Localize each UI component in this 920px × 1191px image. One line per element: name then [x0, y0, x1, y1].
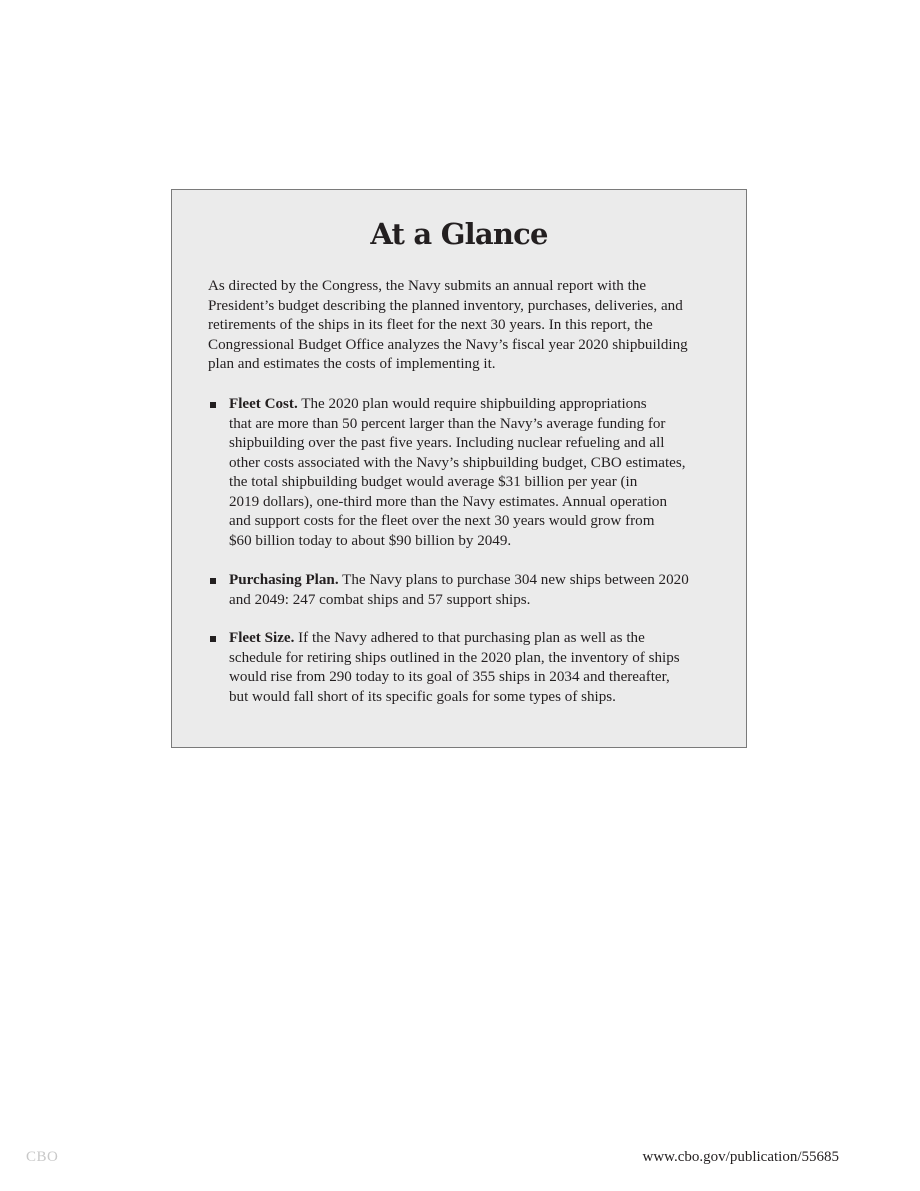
- bullet-line: schedule for retiring ships outlined in the 2020 plan, the inventory of ships: [229, 649, 680, 666]
- bullet-first-line: [229, 395, 729, 415]
- bullet-line: that are more than 50 percent larger than the Navy’s average funding for: [229, 415, 666, 432]
- bullet-lead: Fleet Size.: [229, 630, 295, 646]
- intro-line: plan and estimates the costs of implementing it.: [208, 356, 496, 372]
- bullet-first-text: The Navy plans to purchase 304 new ships between 2020: [338, 572, 689, 588]
- bullet-square-icon: [210, 578, 216, 584]
- bullet-first-line: [229, 571, 729, 591]
- bullet-square-icon: [210, 636, 216, 642]
- bullet-line: and support costs for the fleet over the next 30 years would grow from: [229, 513, 655, 529]
- intro-line: As directed by the Congress, the Navy submits an annual report with the: [208, 278, 647, 294]
- bullet-body: [229, 571, 729, 610]
- bullet-body: [229, 629, 729, 707]
- intro-line: Congressional Budget Office analyzes the Navy’s fiscal year 2020 shipbuilding: [208, 336, 688, 353]
- intro-line: President’s budget describing the planned inventory, purchases, deliveries, and: [208, 297, 683, 314]
- bullet-line: would rise from 290 today to its goal of 355 ships in 2034 and thereafter,: [229, 669, 670, 685]
- bullet-first-text: The 2020 plan would require shipbuilding appropriations: [297, 396, 647, 412]
- box-title: At a Glance: [370, 217, 548, 251]
- bullet-lead: Fleet Cost.: [229, 396, 298, 412]
- bullet-line: and 2049: 247 combat ships and 57 support ships.: [229, 591, 531, 608]
- bullet-line: 2019 dollars), one-third more than the Navy estimates. Annual operation: [229, 493, 668, 510]
- bullet-line: but would fall short of its specific goals for some types of ships.: [229, 688, 616, 705]
- bullet-line: other costs associated with the Navy’s shipbuilding budget, CBO estimates,: [229, 454, 686, 471]
- bullet-square-icon: [210, 402, 216, 408]
- intro-paragraph: [208, 277, 723, 375]
- bullet-body: [229, 395, 729, 551]
- bullet-line: the total shipbuilding budget would average $31 billion per year (in: [229, 474, 638, 490]
- footer-cbo-label: CBO: [26, 1149, 59, 1165]
- bullet-line: shipbuilding over the past five years. Including nuclear refueling and all: [229, 435, 665, 451]
- bullet-lead: Purchasing Plan.: [229, 572, 339, 588]
- bullet-line: $60 billion today to about $90 billion by 2049.: [229, 532, 512, 549]
- bullet-first-line: [229, 629, 729, 649]
- intro-line: retirements of the ships in its fleet for the next 30 years. In this report, the: [208, 317, 653, 333]
- bullet-first-text: If the Navy adhered to that purchasing plan as well as the: [294, 630, 645, 646]
- at-a-glance-box: [171, 189, 747, 748]
- footer-publication-url[interactable]: www.cbo.gov/publication/55685: [642, 1149, 839, 1165]
